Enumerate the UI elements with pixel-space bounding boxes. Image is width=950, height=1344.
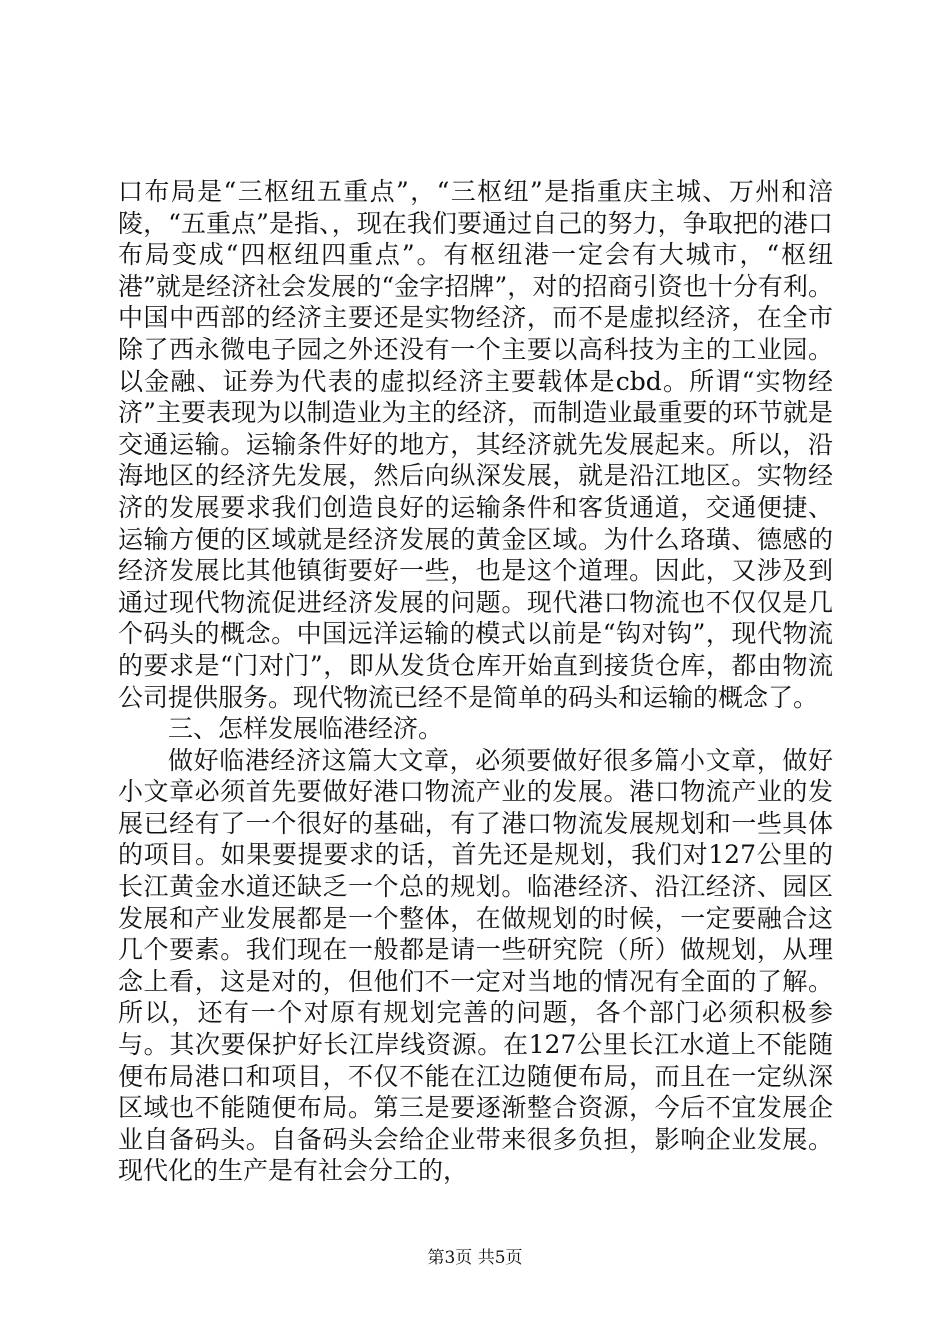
section-heading: 三、怎样发展临港经济。 <box>168 714 444 744</box>
paragraph-development: 做好临港经济这篇大文章，必须要做好很多篇小文章，做好小文章必须首先要做好港口物流产业的发展。港口物流产业的发展已经有了一个很好的基础，有了港口物流发展规划和一些具体的项目。如果要提要求的话，首先还是规划，我们对127公里的长江黄金水道还缺乏一个总的规划。临港经济、沿江经济、园区发展和产业发展都是一个整体，在做规划的时候，一定要融合这几个要素。我们现在一般都是请一些研究院（所）做规划，从理念上看，这是对的，但他们不一定对当地的情况有全面的了解。所以，还有一个对原有规划完善的问题，各个部门必须积极参与。其次要保护好长江岸线资源。在127公里长江水道上不能随便布局港口和项目，不仅不能在江边随便布局，而且在一定纵深区域也不能随便布局。第三是要逐渐整合资源，今后不宜发展企业自备码头。自备码头会给企业带来很多负担，影响企业发展。现代化的生产是有社会分工的， <box>118 745 833 1186</box>
page-footer: 第3页 共5页 <box>427 1248 523 1268</box>
paragraph-port-layout: 口布局是“三枢纽五重点”，“三枢纽”是指重庆主城、万州和涪陵，“五重点”是指、，现在我们要通过自己的努力，争取把的港口布局变成“四枢纽四重点”。有枢纽港一定会有大城市，“枢纽港”就是经济社会发展的“金字招牌”，对的招商引资也十分有利。中国中西部的经济主要还是实物经济，而不是虚拟经济，在全市除了西永微电子园之外还没有一个主要以高科技为主的工业园。以金融、证券为代表的虚拟经济主要载体是cbd。所谓“实物经济”主要表现为以制造业为主的经济，而制造业最重要的环节就是交通运输。运输条件好的地方，其经济就先发展起来。所以，沿海地区的经济先发展，然后向纵深发展，就是沿江地区。实物经济的发展要求我们创造良好的运输条件和客货通道，交通便捷、运输方便的区域就是经济发展的黄金区域。为什么珞璜、德感的经济发展比其他镇街要好一些，也是这个道理。因此，又涉及到通过现代物流促进经济发展的问题。现代港口物流也不仅仅是几个码头的概念。中国远洋运输的模式以前是“钩对钩”，现代物流的要求是“门对门”，即从发货仓库开始直到接货仓库，都由物流公司提供服务。现代物流已经不是简单的码头和运输的概念了。 <box>118 177 833 712</box>
document-body <box>118 176 833 1187</box>
